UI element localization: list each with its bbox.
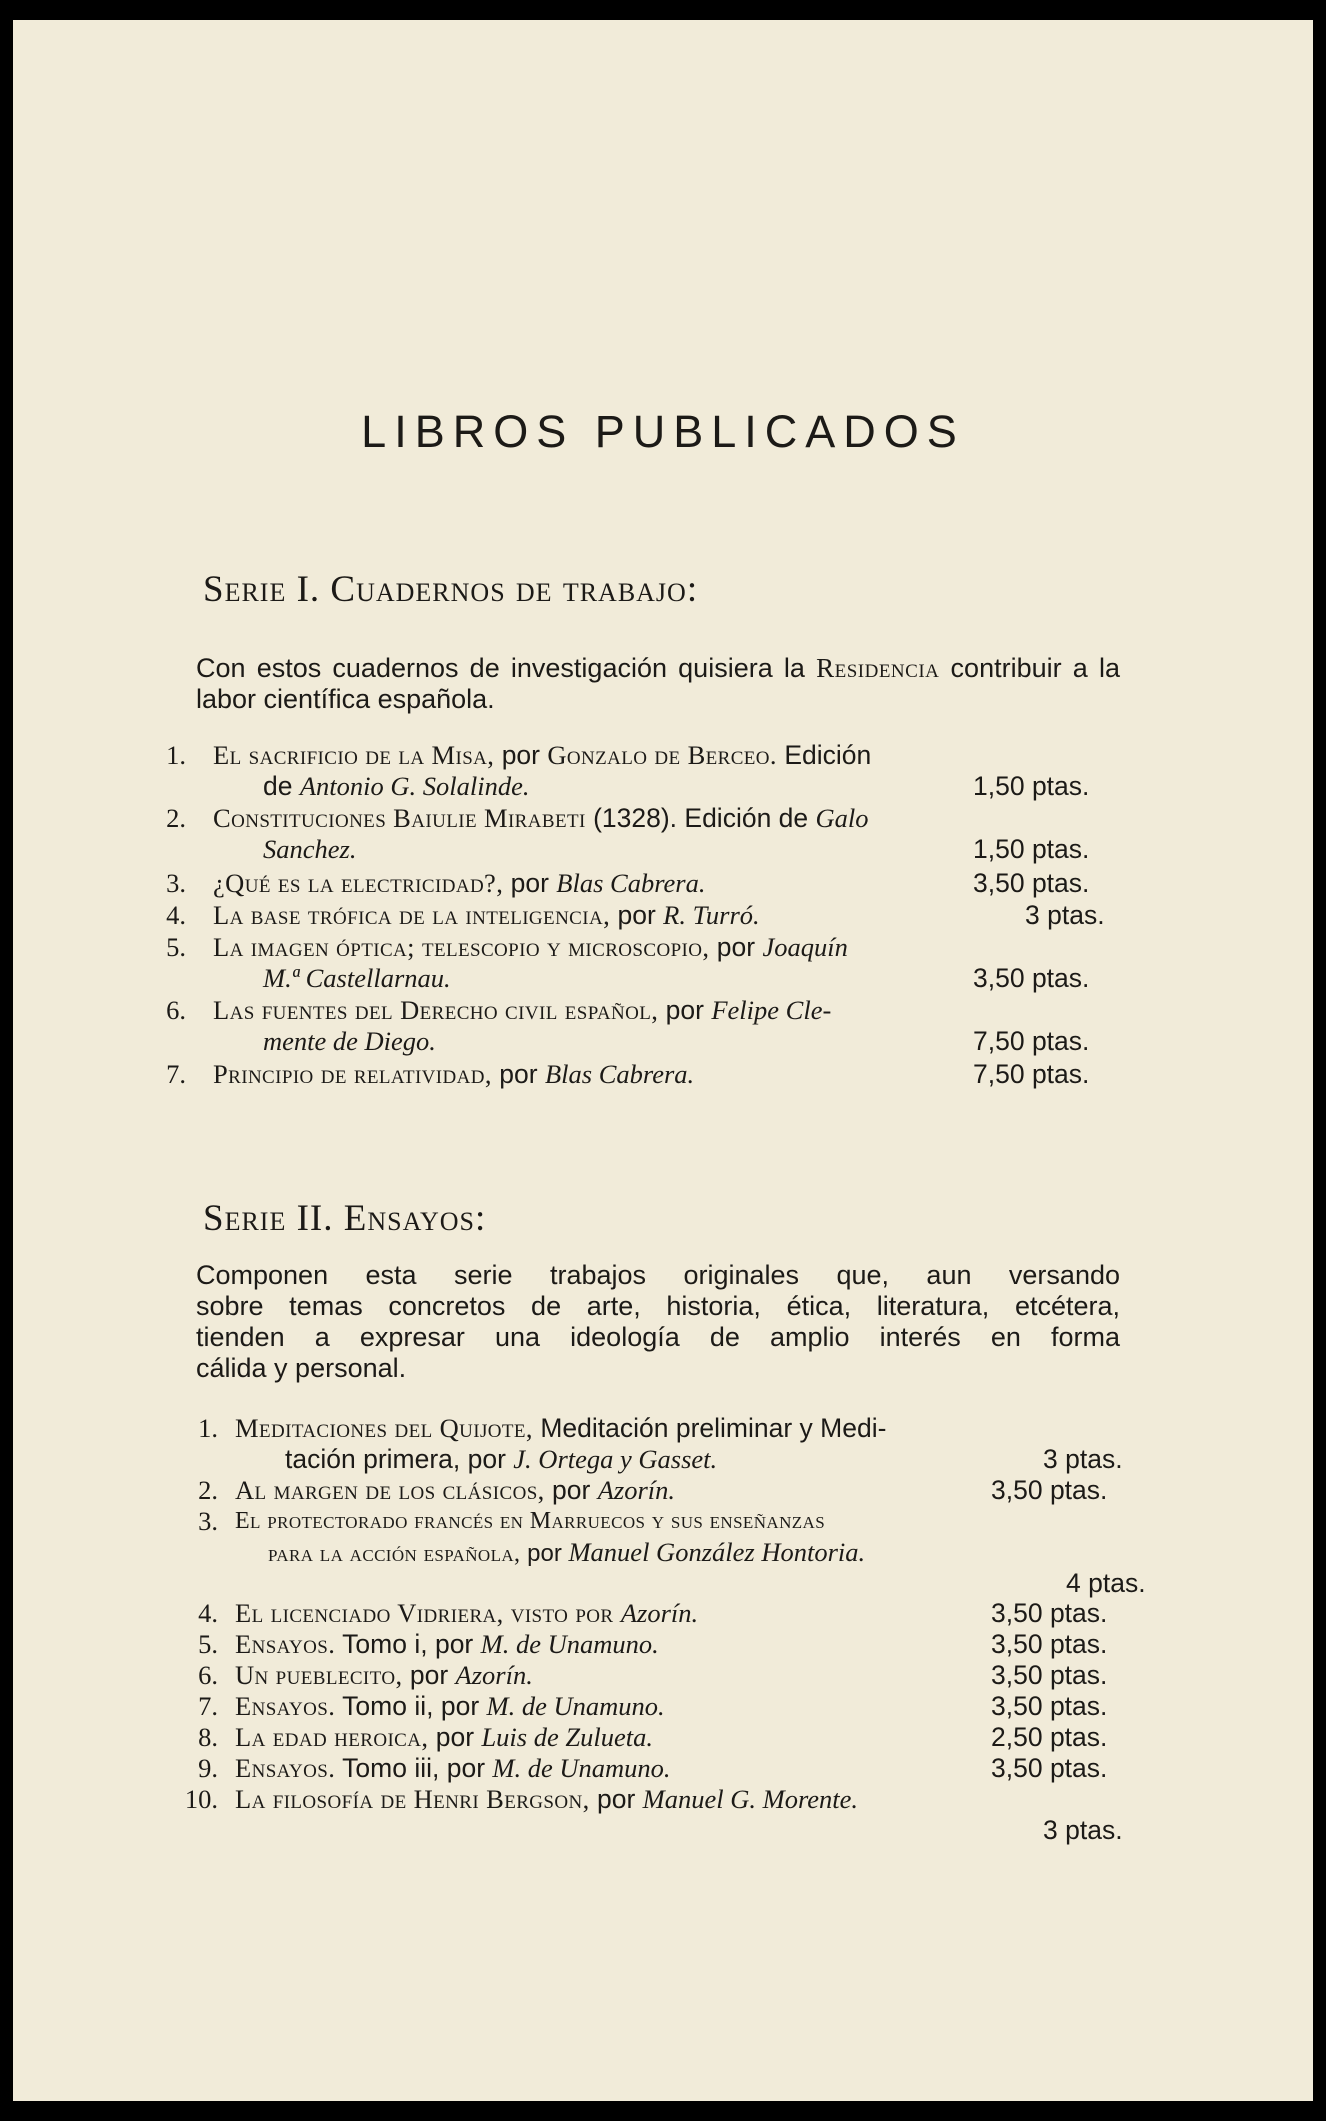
series-2-heading: Serie II. Ensayos: <box>203 1198 487 1239</box>
series-1-intro: Con estos cuadernos de investigación quisiera la Residencia contribuir a la labor científica española. <box>196 653 1120 714</box>
bleed-through <box>163 225 168 256</box>
series-2-intro: Componen esta serie trabajos originales que, aun versando sobre temas concretos de arte, historia, ética, literatura, etcétera, tienden a expresar una ideología de amplio interés en forma cálida y personal. <box>196 1260 1120 1383</box>
page-title: LIBROS PUBLICADOS <box>361 406 965 457</box>
book-page: LIBROS PUBLICADOS Serie I. Cuadernos de trabajo: Con estos cuadernos de investigación quisiera la Residencia contribuir a la labor científica española. 1. El sacrificio de la Misa, por Gonzalo de Berceo. Edición de Antonio G. Solalinde. 1,50 ptas. 2. Constituciones Baiulie Mirabeti (1328). Edición de Galo Sanchez. 1,50 ptas. 3. ¿Qué es la electricidad?, por Blas Cabrera. 3,50 ptas. 4. La base trófica de la inteligencia, por R. Turró. 3 ptas. 5. La imagen óptica; telescopio y microscopio, por Joaquín M.ª Castellarnau. 3,50 ptas. 6. Las fuentes del Derecho civil español, por Felipe Cle- mente de Diego. 7,50 ptas. 7. Principio de relatividad, por Blas Cabrera. 7,50 ptas. Serie II. Ensayos: Componen esta serie trabajos originales que, aun versando sobre temas concretos de arte, historia, ética, literatura, etcétera, tienden a expresar una ideología de amplio interés en forma cálida y personal. 1. Meditaciones del Quijote, Meditación preliminar y Medi- tación primera, por J. Ortega y Gasset. 3 ptas. 2. Al margen de los clásicos, por Azorín. 3,50 ptas. 3. El protectorado francés en Marruecos y sus enseñanzas para la acción española, por Manuel González Hontoria. 4 ptas. 4. El licenciado Vidriera, visto por Azorín. 3,50 ptas. 5. Ensayos. Tomo i, por M. de Unamuno. 3,50 ptas. 6. Un pueblecito, por Azorín. 3,50 ptas. 7. Ensayos. Tomo ii, por M. de Unamuno. 3,50 ptas. 8. La edad heroica, por Luis de Zulueta. 2,50 ptas. 9. Ensayos. Tomo iii, por M. de Unamuno. 3,50 ptas. 10. La filosofía de Henri Bergson, por Manuel G. Morente. 3 ptas. <box>13 20 1313 2101</box>
series-1-heading: Serie I. Cuadernos de trabajo: <box>203 569 699 610</box>
